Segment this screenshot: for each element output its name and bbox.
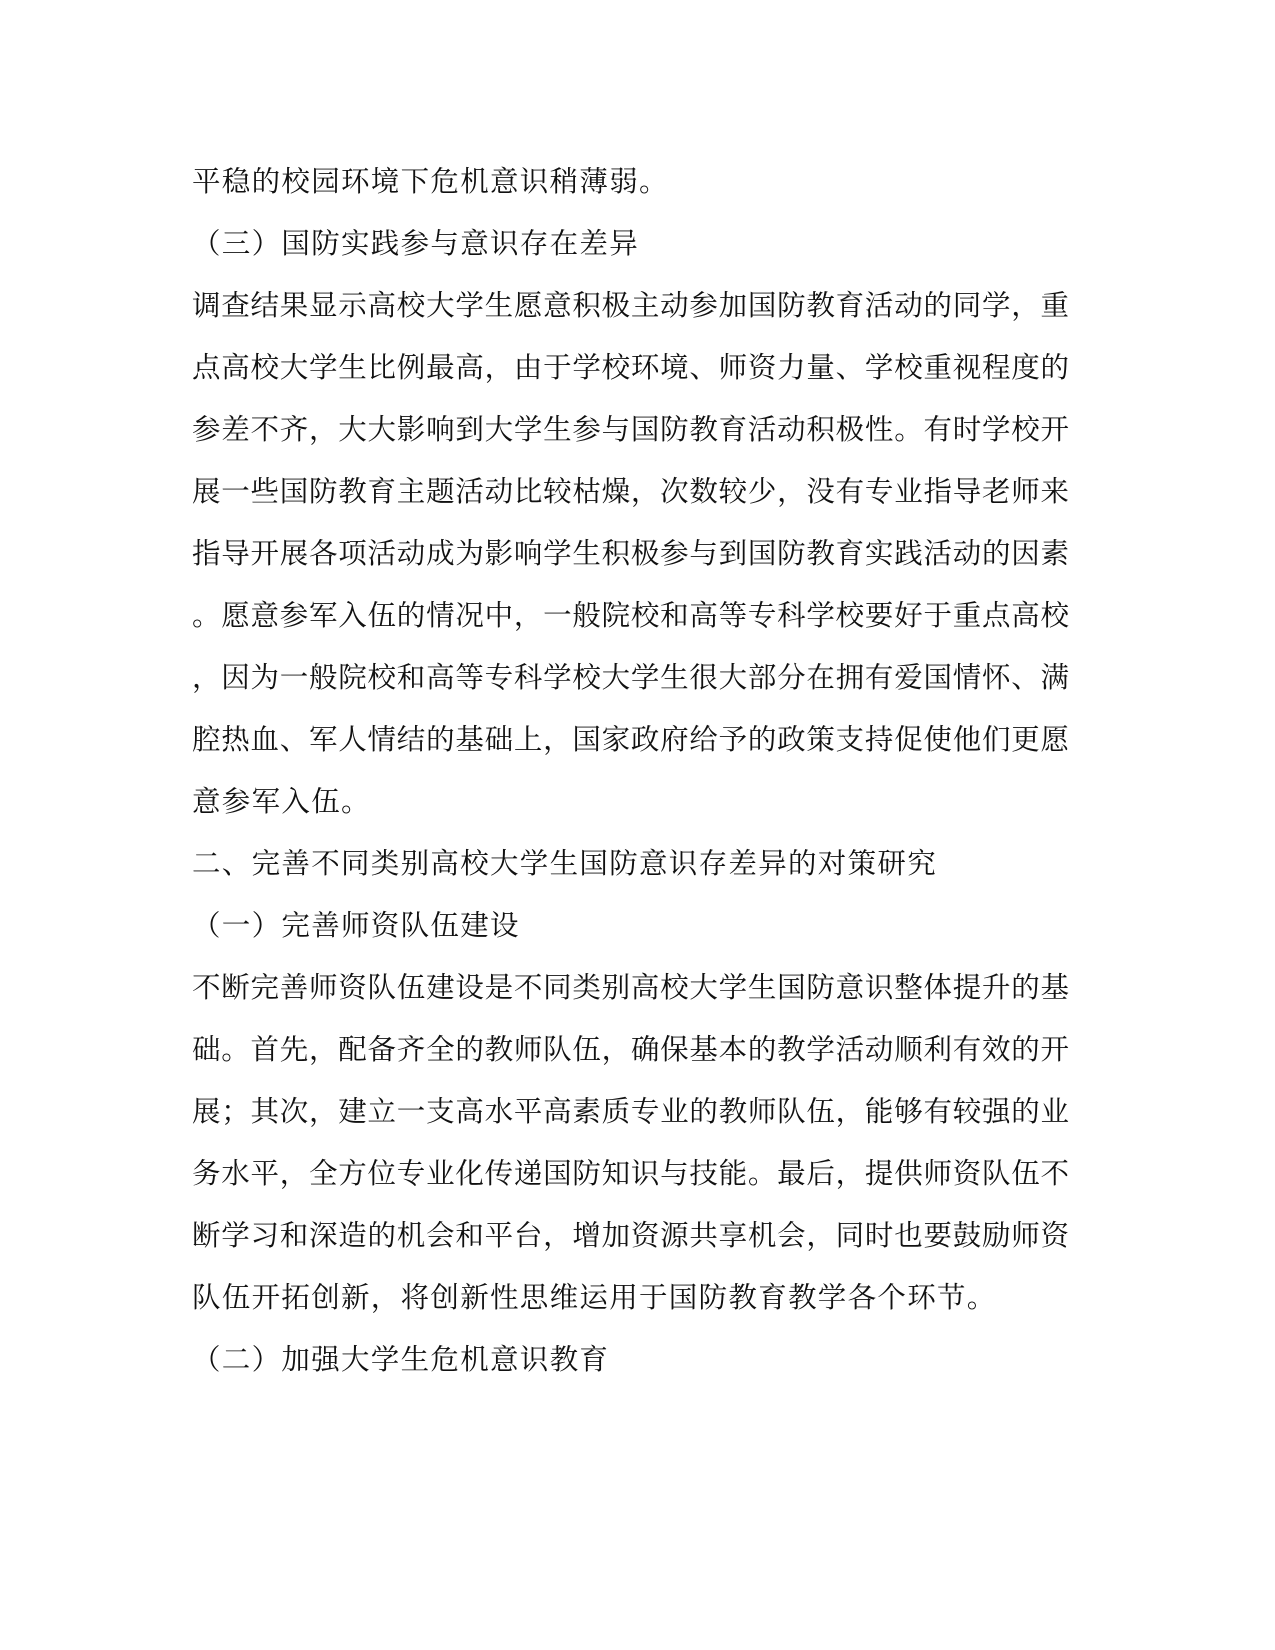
text-line: 展；其次，建立一支高水平高素质专业的教师队伍，能够有较强的业 [192, 1095, 1069, 1128]
text-line: 队伍开拓创新，将创新性思维运用于国防教育教学各个环节。 [192, 1281, 997, 1314]
text-line: 点高校大学生比例最高，由于学校环境、师资力量、学校重视程度的 [192, 351, 1069, 384]
section-heading: （一）完善师资队伍建设 [192, 909, 520, 942]
text-line: 平稳的校园环境下危机意识稍薄弱。 [192, 165, 669, 198]
chapter-heading: 二、完善不同类别高校大学生国防意识存差异的对策研究 [192, 847, 938, 880]
section-heading: （二）加强大学生危机意识教育 [192, 1343, 610, 1376]
text-line: 。愿意参军入伍的情况中，一般院校和高等专科学校要好于重点高校 [192, 599, 1069, 632]
section-heading: （三）国防实践参与意识存在差异 [192, 227, 640, 260]
text-line: 础。首先，配备齐全的教师队伍，确保基本的教学活动顺利有效的开 [192, 1033, 1069, 1066]
text-line: 意参军入伍。 [192, 785, 371, 818]
text-line: 参差不齐，大大影响到大学生参与国防教育活动积极性。有时学校开 [192, 413, 1069, 446]
text-line: 展一些国防教育主题活动比较枯燥，次数较少，没有专业指导老师来 [192, 475, 1069, 508]
text-line: 腔热血、军人情结的基础上，国家政府给予的政策支持促使他们更愿 [192, 723, 1069, 756]
text-line: 调查结果显示高校大学生愿意积极主动参加国防教育活动的同学，重 [192, 289, 1069, 322]
text-line: 断学习和深造的机会和平台，增加资源共享机会，同时也要鼓励师资 [192, 1219, 1069, 1252]
text-line: ，因为一般院校和高等专科学校大学生很大部分在拥有爱国情怀、满 [192, 661, 1069, 694]
text-line: 务水平，全方位专业化传递国防知识与技能。最后，提供师资队伍不 [192, 1157, 1069, 1190]
text-line: 指导开展各项活动成为影响学生积极参与到国防教育实践活动的因素 [192, 537, 1069, 570]
text-line: 不断完善师资队伍建设是不同类别高校大学生国防意识整体提升的基 [192, 971, 1069, 1004]
